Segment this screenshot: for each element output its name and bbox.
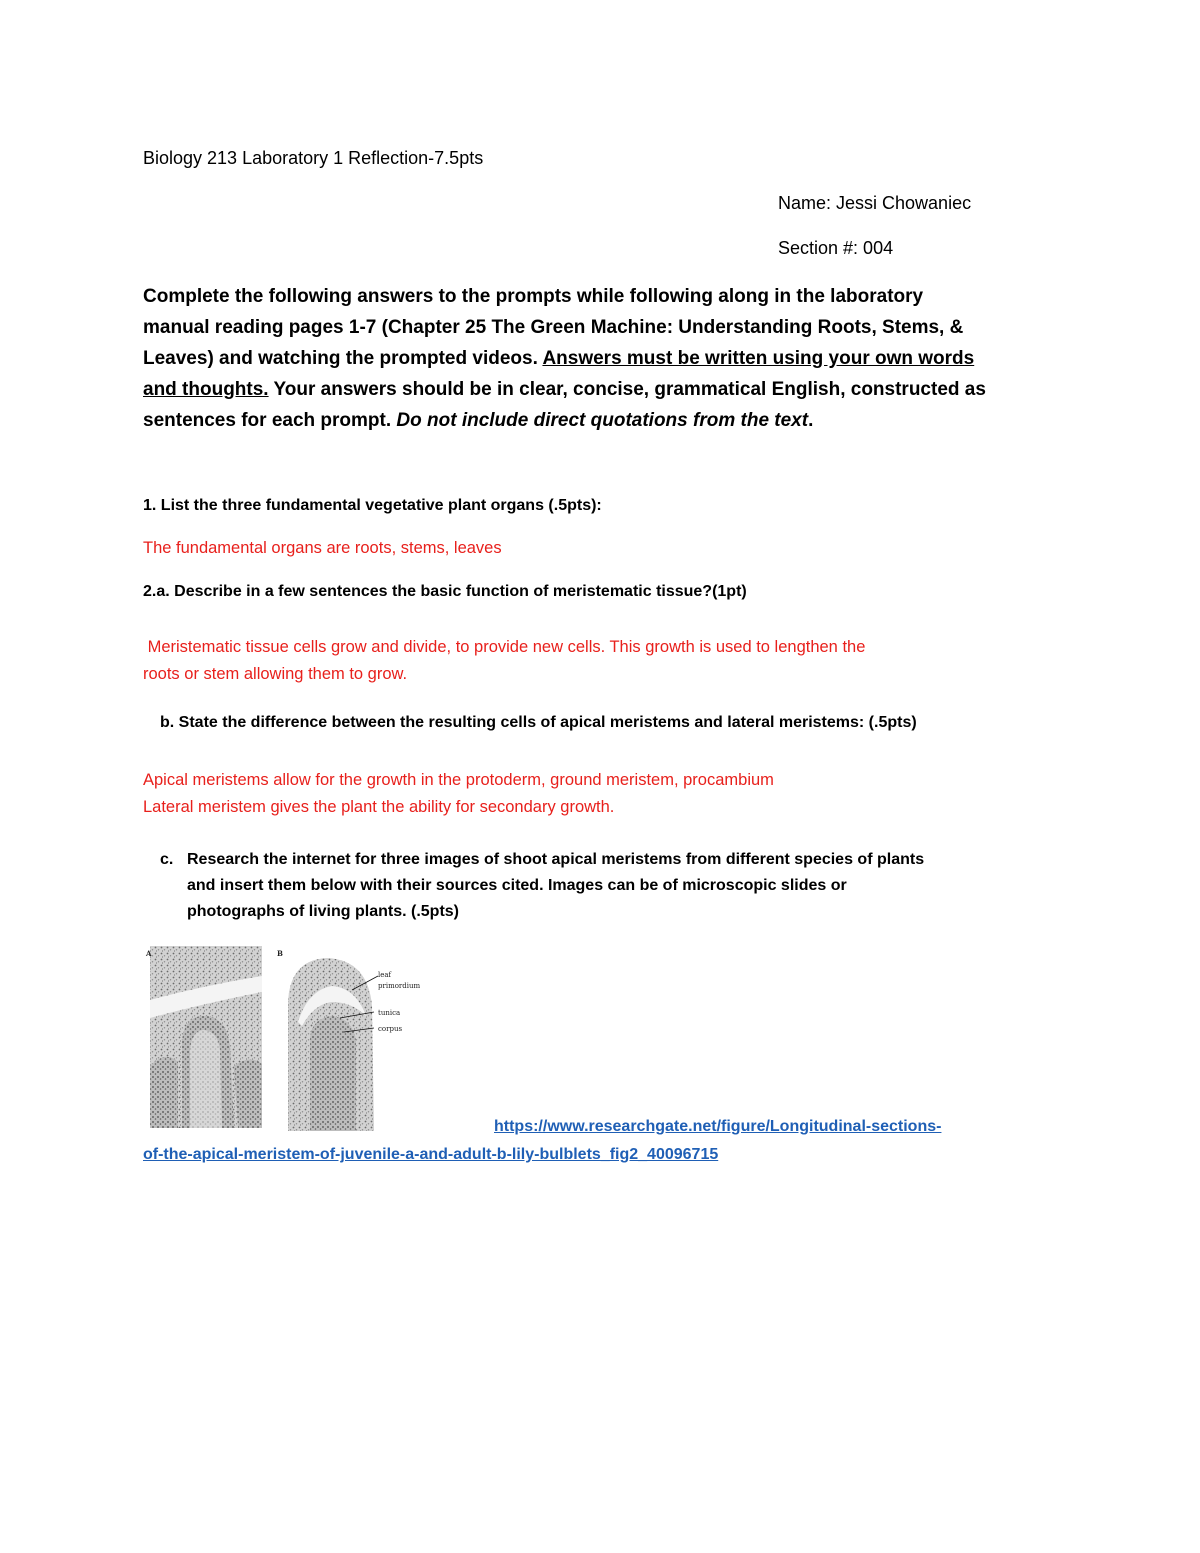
section-number: Section #: 004 [778,238,894,258]
instructions-line-3 [143,343,1063,374]
instructions-line-2: manual reading pages 1-7 (Chapter 25 The Green Machine: Understanding Roots, Stems, & [143,317,964,338]
question-2c-line-1: Research the internet for three images of shoot apical meristems from different species of plants [187,851,925,868]
italic-warning: Do not include direct quotations from the text [396,410,809,431]
figure-label-corpus: corpus [378,1025,403,1033]
figure-label-tunica: tunica [378,1009,401,1017]
panel-b-label: B [277,949,283,958]
instructions-paragraph [143,281,1063,436]
answer-2a-line-1: Meristematic tissue cells grow and divide, to provide new cells. This growth is used to lengthen the [143,638,866,656]
source-link-line-2[interactable]: of-the-apical-meristem-of-juvenile-a-and-adult-b-lily-bulblets_fig2_40096715 [143,1146,719,1163]
instructions-text: Leaves) and watching the prompted videos. [143,348,543,369]
question-1: 1. List the three fundamental vegetative plant organs (.5pts): [143,497,602,514]
question-2c-text [187,847,924,925]
answer-2a [143,634,865,688]
figure-label-primordium: primordium [378,982,421,990]
underlined-requirement: Answers must be written using your own words [542,348,975,369]
panel-a-image [150,946,262,1128]
meristem-micrograph-figure [142,946,442,1131]
question-2c-line-2: and insert them below with their sources cited. Images can be of microscopic slides or [187,877,847,894]
question-2a: 2.a. Describe in a few sentences the basic function of meristematic tissue?(1pt) [143,583,747,600]
answer-2b [143,767,774,821]
instructions-text: Your answers should be in clear, concise, grammatical English, constructed as [268,379,986,400]
instructions-line-5 [143,405,1063,436]
question-2c-line-3: photographs of living plants. (.5pts) [187,903,459,920]
answer-2b-line-1: Apical meristems allow for the growth in the protoderm, ground meristem, procambium [143,771,774,789]
instructions-period: . [808,410,814,431]
student-name: Name: Jessi Chowaniec [778,193,972,213]
instructions-text: sentences for each prompt. [143,410,397,431]
panel-a-label: A [146,949,152,958]
document-title: Biology 213 Laboratory 1 Reflection-7.5pts [143,148,484,168]
question-2b: b. State the difference between the resulting cells of apical meristems and lateral meristems: (.5pts) [160,714,917,731]
underlined-requirement-end: and thoughts. [143,379,269,400]
answer-1: The fundamental organs are roots, stems, leaves [143,539,502,557]
answer-2a-line-2: roots or stem allowing them to grow. [143,665,408,683]
panel-b-image [272,946,432,1131]
figure-label-leaf: leaf [378,971,392,979]
answer-2b-line-2: Lateral meristem gives the plant the ability for secondary growth. [143,798,615,816]
instructions-line-4 [143,374,1063,405]
instructions-line-1: Complete the following answers to the prompts while following along in the laboratory [143,286,924,307]
question-2c-label: c. [160,851,174,868]
source-link-line-1[interactable]: https://www.researchgate.net/figure/Longitudinal-sections- [494,1118,942,1135]
